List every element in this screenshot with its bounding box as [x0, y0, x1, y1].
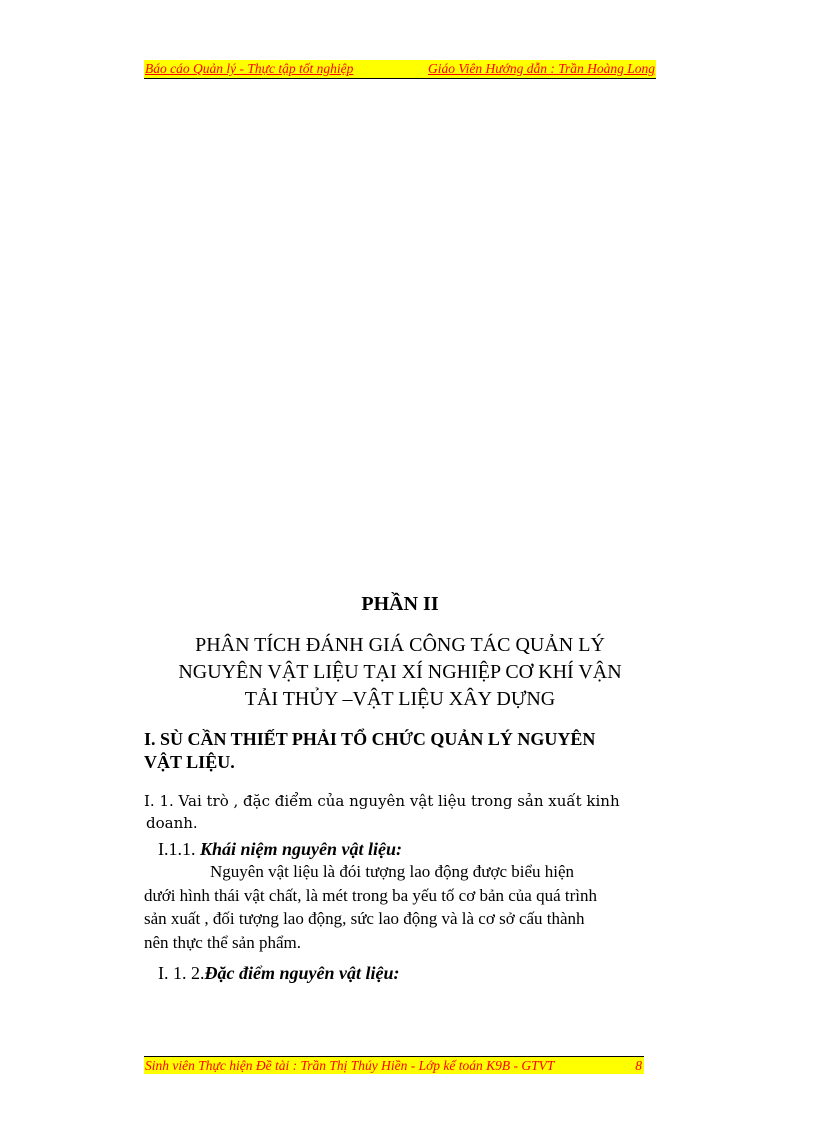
section-heading-line: I. SÙ CẦN THIẾT PHẢI TỔ CHỨC QUẢN LÝ NGUYÊN — [144, 729, 596, 749]
paragraph-line: Nguyên vật liệu là đói tượng lao động được biểu hiện — [210, 862, 575, 881]
paragraph-line: sản xuất , đối tượng lao động, sức lao động và là cơ sở cấu thành — [144, 909, 585, 928]
page-number: 8 — [635, 1058, 642, 1073]
subsection-heading — [144, 790, 654, 834]
item-heading-characteristics — [158, 962, 399, 984]
paragraph-line: nên thực thể sản phẩm. — [144, 932, 301, 952]
part-title: PHẦN II — [361, 593, 439, 615]
item-heading-concept — [158, 838, 402, 860]
subsection-heading-line: I. 1. Vai trò , đặc điểm của nguyên vật liệu trong sản xuất kinh — [144, 792, 620, 810]
item-title: Đặc điểm nguyên vật liệu: — [204, 963, 400, 983]
chapter-title-line: NGUYÊN VẬT LIỆU TẠI XÍ NGHIỆP CƠ KHÍ VẬN — [178, 661, 622, 683]
item-number: I. 1. 2. — [158, 963, 205, 983]
header-report-title: Báo cáo Quản lý - Thực tập tốt nghiệp — [145, 61, 354, 76]
chapter-title-line: PHÂN TÍCH ĐÁNH GIÁ CÔNG TÁC QUẢN LÝ — [195, 634, 605, 656]
header-supervisor: Giáo Viên Hướng dẫn : Trần Hoàng Long — [428, 61, 655, 76]
footer-author: Sinh viên Thực hiện Đề tài : Trần Thị Thúy Hiền - Lớp kế toán K9B - GTVT — [145, 1058, 555, 1073]
item-title: Khái niệm nguyên vật liệu: — [200, 839, 403, 859]
subsection-heading-line: doanh. — [146, 814, 198, 832]
body-paragraph — [144, 860, 654, 954]
section-heading-line: VẬT LIỆU. — [144, 752, 235, 772]
page-footer — [144, 1056, 644, 1074]
item-number: I.1.1. — [158, 839, 196, 859]
paragraph-line: dưới hình thái vật chất, là mét trong ba yếu tố cơ bản của quá trình — [144, 885, 598, 905]
chapter-title-line: TẢI THỦY –VẬT LIỆU XÂY DỰNG — [244, 688, 556, 710]
section-heading — [144, 728, 654, 774]
page-header — [144, 60, 656, 79]
chapter-title — [144, 632, 656, 713]
